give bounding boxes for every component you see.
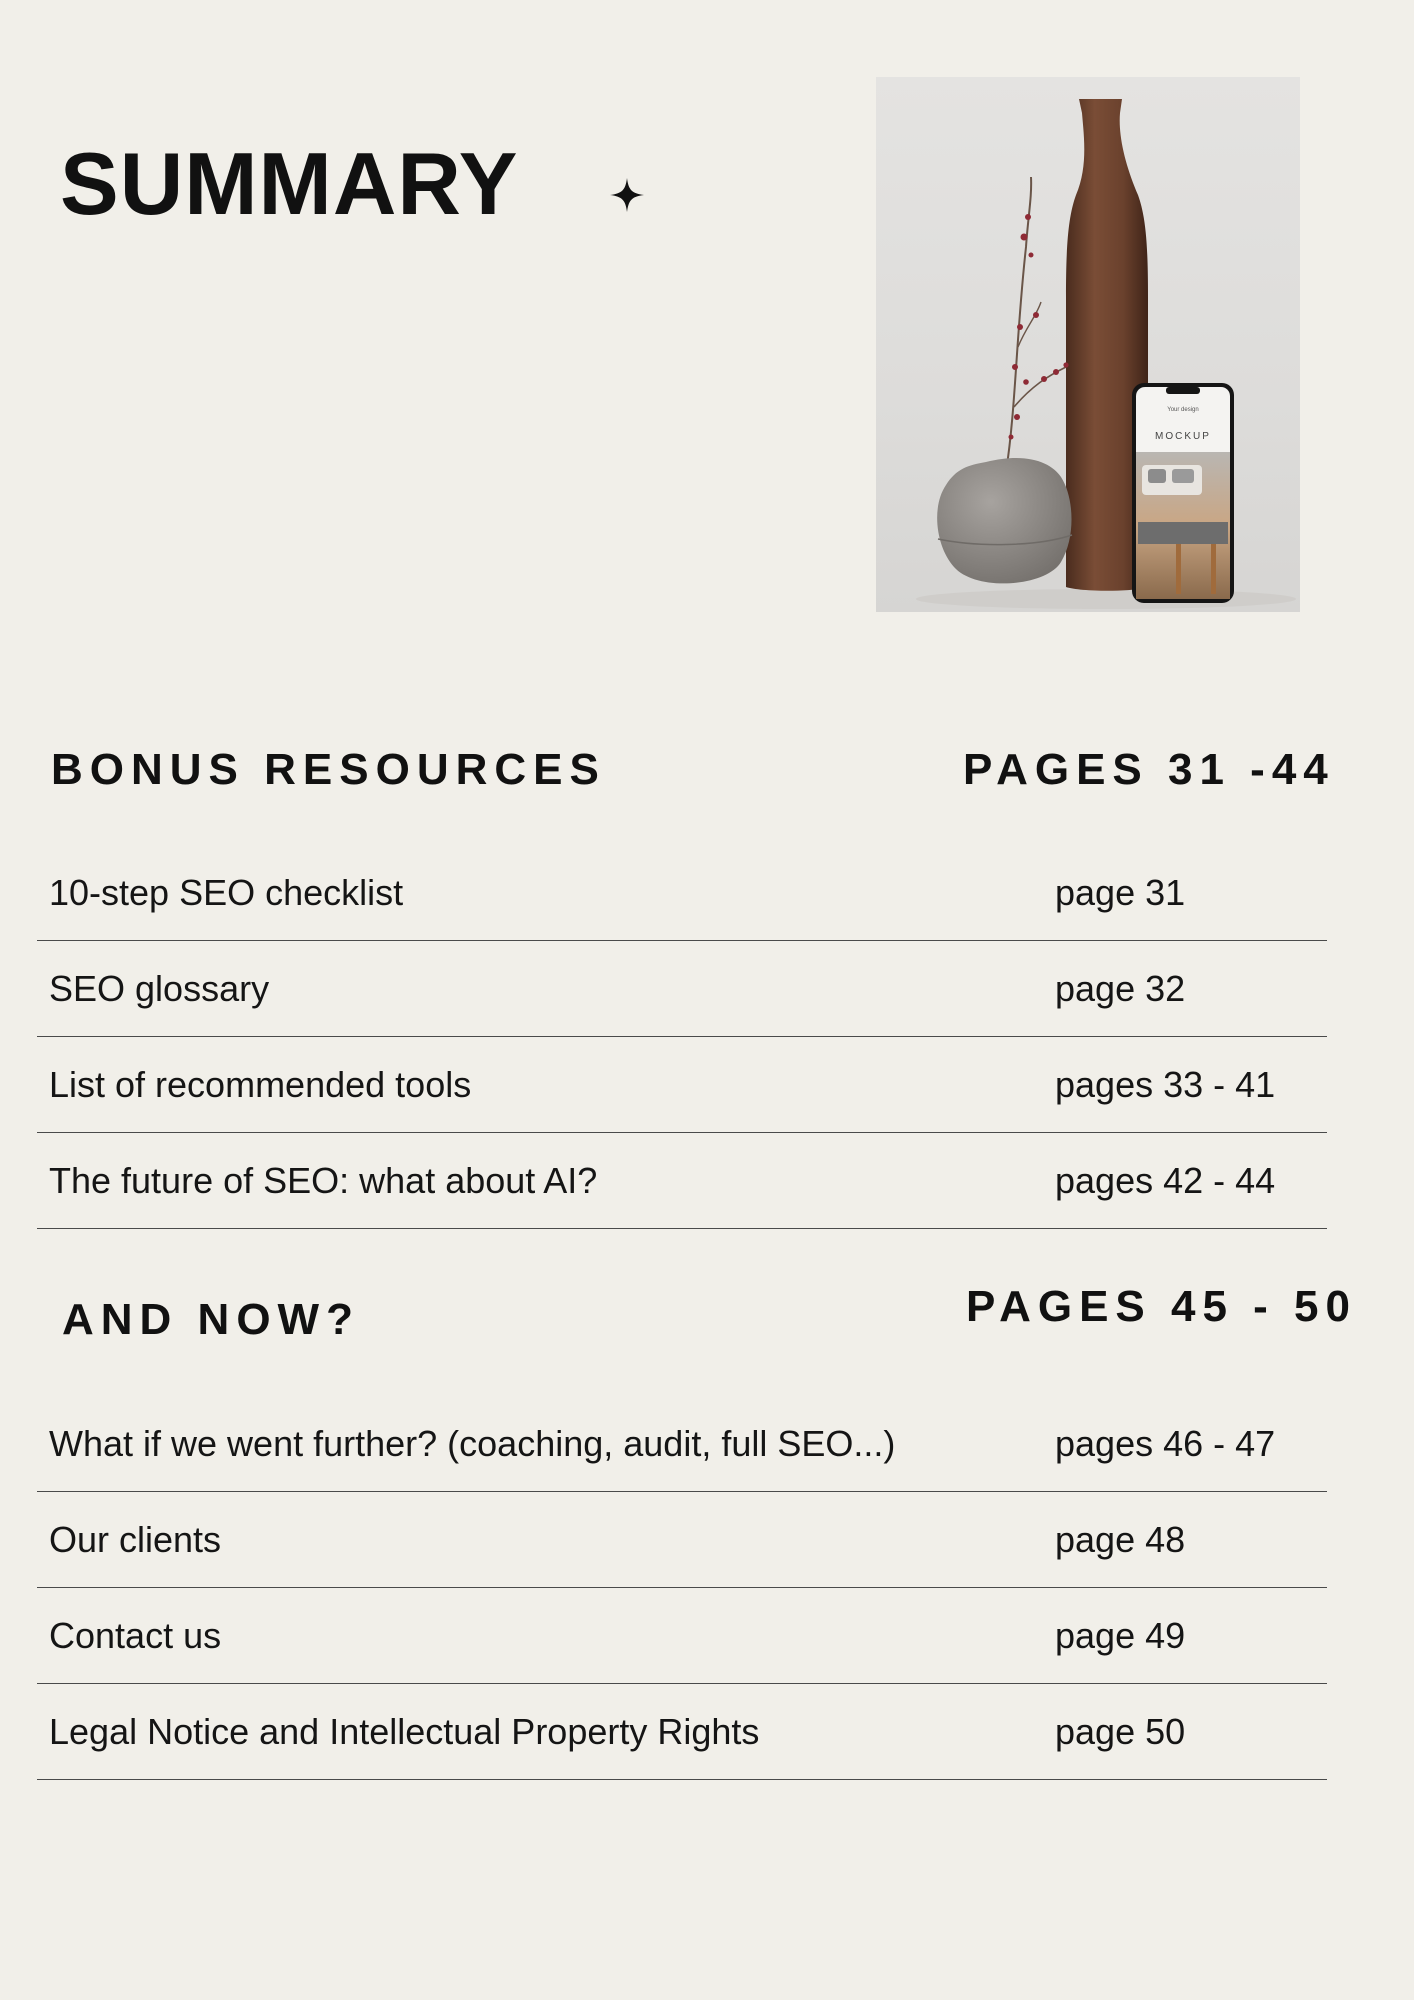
- section-pages-and-now: PAGES 45 - 50: [966, 1282, 1357, 1331]
- toc-item-pages: pages 46 - 47: [1055, 1422, 1276, 1464]
- toc-row[interactable]: [37, 1588, 1327, 1684]
- sparkle-icon: [610, 178, 644, 212]
- page-title: SUMMARY: [60, 134, 519, 233]
- toc-item-label: What if we went further? (coaching, audit, full SEO...): [49, 1422, 896, 1464]
- toc-item-label: The future of SEO: what about AI?: [49, 1159, 598, 1201]
- section-heading-bonus: BONUS RESOURCES: [51, 745, 606, 794]
- toc-item-pages: page 48: [1055, 1518, 1186, 1560]
- toc-item-label: SEO glossary: [49, 967, 270, 1009]
- toc-item-pages: page 31: [1055, 871, 1186, 913]
- phone-header-text: Your design: [1167, 407, 1199, 413]
- toc-row[interactable]: [37, 1396, 1327, 1492]
- toc-item-label: List of recommended tools: [49, 1063, 472, 1105]
- toc-item-label: Contact us: [49, 1614, 222, 1656]
- phone-mockup-text: MOCKUP: [1155, 431, 1211, 442]
- section-pages-bonus: PAGES 31 -44: [963, 745, 1335, 794]
- toc-item-pages: page 50: [1055, 1710, 1186, 1752]
- grey-vase: [937, 458, 1071, 583]
- toc-item-label: Legal Notice and Intellectual Property Rights: [49, 1710, 760, 1752]
- toc-row[interactable]: [37, 1492, 1327, 1588]
- toc-item-label: 10-step SEO checklist: [49, 871, 404, 913]
- toc-row[interactable]: [37, 941, 1327, 1037]
- toc-item-pages: pages 33 - 41: [1055, 1063, 1276, 1105]
- toc-row[interactable]: [37, 845, 1327, 941]
- toc-row[interactable]: [37, 1037, 1327, 1133]
- toc-item-pages: pages 42 - 44: [1055, 1159, 1276, 1201]
- section-heading-and-now: AND NOW?: [62, 1295, 360, 1344]
- toc-item-pages: page 49: [1055, 1614, 1186, 1656]
- product-photo: [876, 77, 1300, 612]
- toc-row[interactable]: [37, 1684, 1327, 1780]
- toc-item-pages: page 32: [1055, 967, 1186, 1009]
- toc-row[interactable]: [37, 1133, 1327, 1229]
- toc-item-label: Our clients: [49, 1518, 222, 1560]
